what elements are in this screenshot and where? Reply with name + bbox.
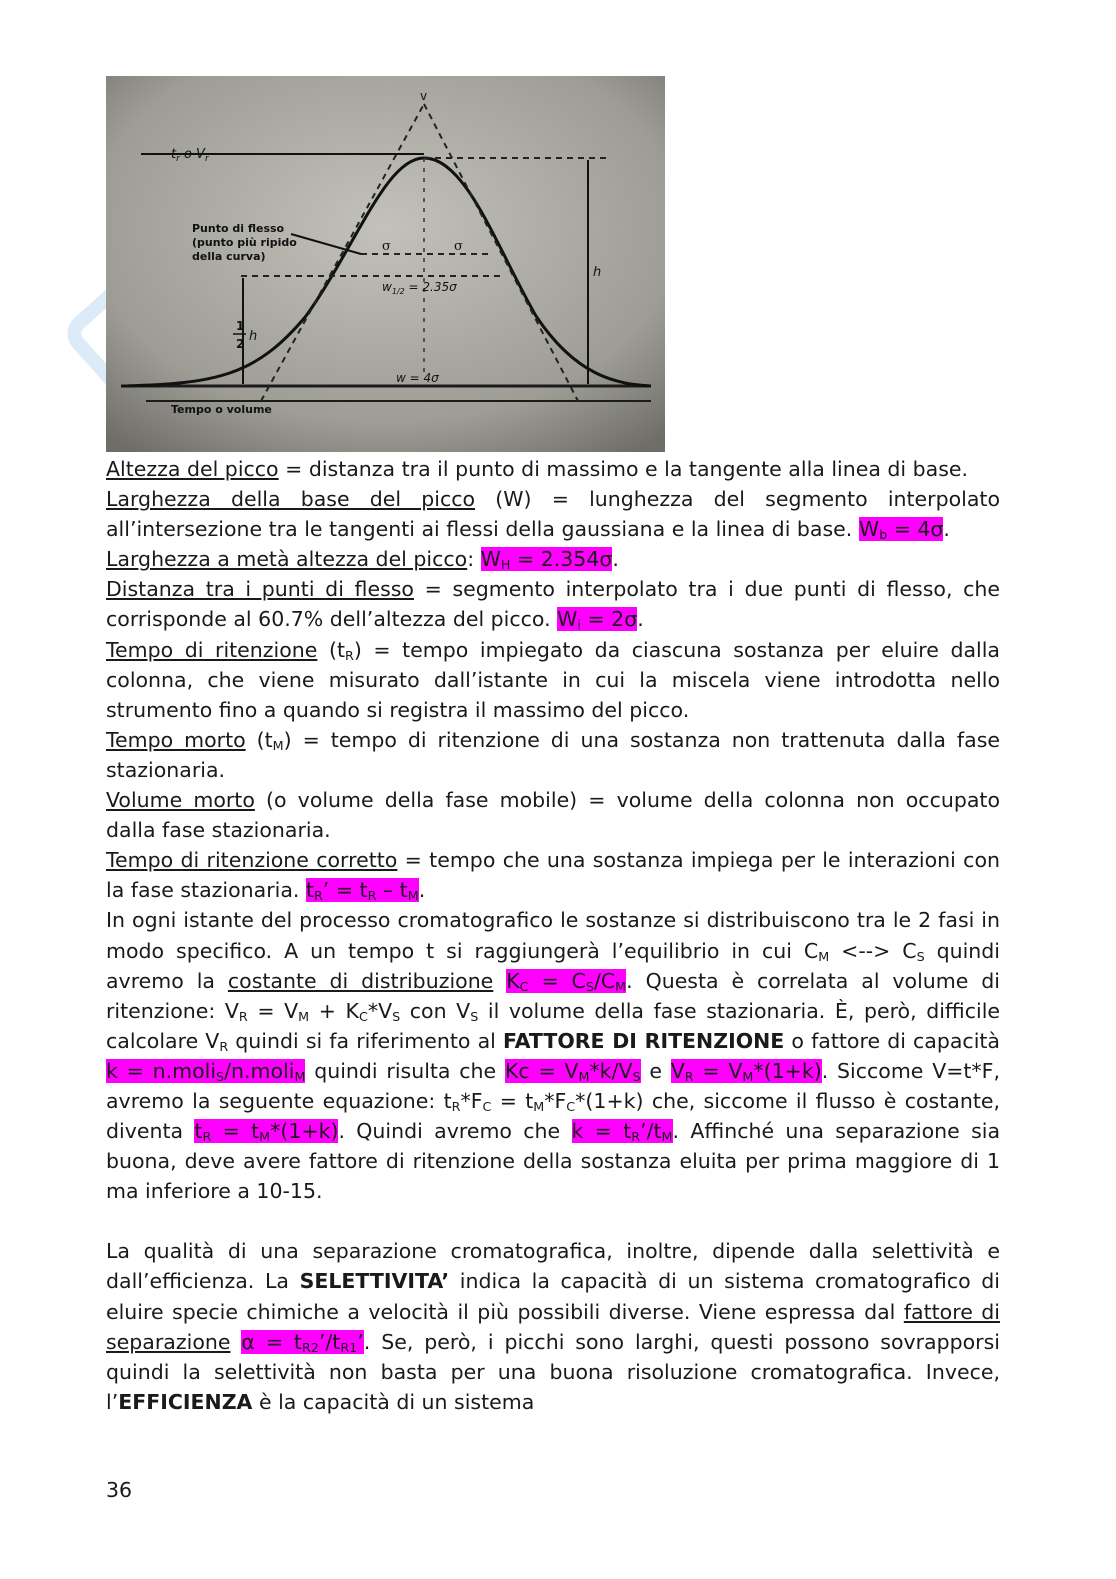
formula-wh: $W_H = 2.354\sigma$ (480, 547, 613, 573)
svg-text:σ: σ (382, 239, 391, 254)
term-larghezza-base: Larghezza della base del picco (106, 487, 476, 512)
formula-wb: $W_b = 4\sigma$ (858, 517, 944, 543)
formula-tr-corretto: $t_R$’ = $t_R - t_M$ (305, 878, 419, 904)
svg-text:2: 2 (236, 337, 245, 351)
svg-text:Punto di flesso (punto più: Punto di flesso (punto più ripido della curva) (192, 222, 297, 263)
paragraph-larghezza-base: Larghezza della base del picco (W) = lunghezza del segmento interpolato all’intersezione tra le tangenti ai flessi della gaussiana e la linea di base. $W_b = 4\sigma$. (106, 487, 1000, 543)
definition-text: = segmento interpolato tra i due punti di flesso, che corrisponde al 60.7% dell’altezza del picco. (106, 577, 1000, 632)
formula-tr: $t_R = t_M*(1+k)$ (194, 1119, 339, 1145)
paragraph-tempo-morto: Tempo morto $(t_M)$ = tempo di ritenzione di una sostanza non trattenuta dalla fase stazionaria. (106, 727, 1000, 782)
formula-alpha: $\alpha = t_{R2}’/t_{R1}$’ (241, 1329, 364, 1355)
paragraph-larghezza-meta: Larghezza a metà altezza del picco: $W_H = 2.354\sigma$. (106, 547, 619, 573)
formula-kc: $K_C = C_S/C_M$ (506, 968, 627, 994)
paragraph-altezza (106, 454, 1000, 484)
paragraph-selettivita: La qualità di una separazione cromatografica, inoltre, dipende dalla selettività e dall’efficienza. La SELETTIVITA’ indica la capacità di un sistema cromatografico di eluire specie chimiche a velocità il più possibili diverse. Viene espressa dal fattore di separazione $\alpha = t_{R2}’/t_{R1}$’. Se, però, i picchi sono larghi, questi possono sovrapporsi quindi la selettività non basta per una buona risoluzione cromatografica. Invece, l’EFFICIENZA è la capacità di un sistema (106, 1239, 1000, 1414)
term-tempo-ritenzione: Tempo di ritenzione (106, 637, 318, 662)
term-volume-morto: Volume morto (106, 788, 255, 813)
svg-text:w1/2 = 2.35σ: $w_{1/2} = 2.35\sigma$ (382, 280, 457, 296)
term-costante-distribuzione: costante di distribuzione (227, 968, 494, 993)
term-fattore-ritenzione: FATTORE DI RITENZIONE (502, 1028, 785, 1053)
svg-text:h: h (593, 265, 602, 280)
formula-k-ratio: $k = t_R’/t_M$ (571, 1119, 673, 1145)
body-text (106, 454, 1000, 1417)
definition-text: (W) = lunghezza del segmento interpolato all’intersezione tra le tangenti ai flessi della gaussiana e la linea di base. (106, 487, 1000, 542)
formula-kc-vm: $Kc = V_M*k/V_S$ (504, 1058, 641, 1085)
term-selettivita: SELETTIVITA’ (299, 1269, 450, 1294)
definition-text: = distanza tra il punto di massimo e la tangente alla linea di base. (278, 457, 969, 481)
term-tempo-morto: Tempo morto (106, 727, 246, 752)
paragraph-volume-morto: Volume morto (o volume della fase mobile) = volume della colonna non occupato dalla fase stazionaria. (106, 788, 1000, 843)
svg-text:w = 4σ: w = 4σ (396, 371, 439, 385)
term-fattore-separazione: fattore di separazione (106, 1299, 1000, 1354)
formula-vr: $V_R = V_M*(1+k)$ (670, 1058, 822, 1085)
term-distanza-flesso: Distanza tra i punti di flesso (106, 577, 414, 602)
svg-text:v: v (420, 89, 428, 103)
term-tempo-corretto: Tempo di ritenzione corretto (106, 848, 398, 873)
paragraph-tempo-ritenzione: Tempo di ritenzione $(t_R)$ = tempo impiegato da ciascuna sostanza per eluire dalla colonna, che viene misurato dall’istante in cui la miscela viene introdotta nello strumento fino a quando si registra il massimo del picco. (106, 637, 1000, 722)
term-efficienza: EFFICIENZA (118, 1389, 253, 1414)
term-larghezza-meta: Larghezza a metà altezza del picco (106, 547, 468, 572)
formula-wi: $W_i = 2\sigma$ (557, 607, 638, 633)
page-number: 36 (106, 1478, 133, 1502)
paragraph-fattore-ritenzione: In ogni istante del processo cromatografico le sostanze si distribuiscono tra le 2 fasi in modo specifico. A un tempo t si raggiungerà l’equilibrio in cui $C_M$ <--> $C_S$ quindi avremo la costante di distribuzione $K_C = C_S/C_M$. Questa è correlata al volume di ritenzione: $V_R = V_M + K_C*V_S$ con $V_S$ il volume della fase stazionaria. È, però, difficile calcolare $V_R$ quindi si fa riferimento al FATTORE DI RITENZIONE o fattore di capacità k = n.moli$_S$/n.moli$_M$ quindi risulta che $Kc = V_M*k/V_S$ e $V_R = V_M*(1+k)$. Siccome V=t*F, avremo la seguente equazione: $t_R*F_C = t_M*F_C*(1+k)$ che, siccome il flusso è costante, diventa $t_R = t_M*(1+k)$. Quindi avremo che $k = t_R’/t_M$. Affinché una separazione sia buona, deve avere fattore di ritenzione della sostanza eluita per prima maggiore di 1 ma inferiore a 10-15. (106, 908, 1001, 1204)
chromatogram-peak-figure (106, 76, 665, 452)
svg-text:tr o Vr: $t_r$ o $V_r$ (171, 147, 209, 164)
paragraph-distanza-flesso: Distanza tra i punti di flesso = segmento interpolato tra i due punti di flesso, che corrisponde al 60.7% dell’altezza del picco. $W_i = 2\sigma$. (106, 577, 1000, 633)
svg-text:Tempo o volume: Tempo o volume (171, 403, 272, 416)
svg-text:h: h (249, 329, 258, 344)
paragraph-tempo-corretto: Tempo di ritenzione corretto = tempo che una sostanza impiega per le interazioni con la fase stazionaria. $t_R$’ = $t_R - t_M$. (106, 848, 1000, 904)
svg-text:1: 1 (236, 319, 245, 333)
term-altezza-picco: Altezza del picco (106, 457, 279, 481)
formula-k-moli: k = n.moli$_S$/n.moli$_M$ (106, 1058, 306, 1085)
svg-text:σ: σ (454, 239, 463, 254)
